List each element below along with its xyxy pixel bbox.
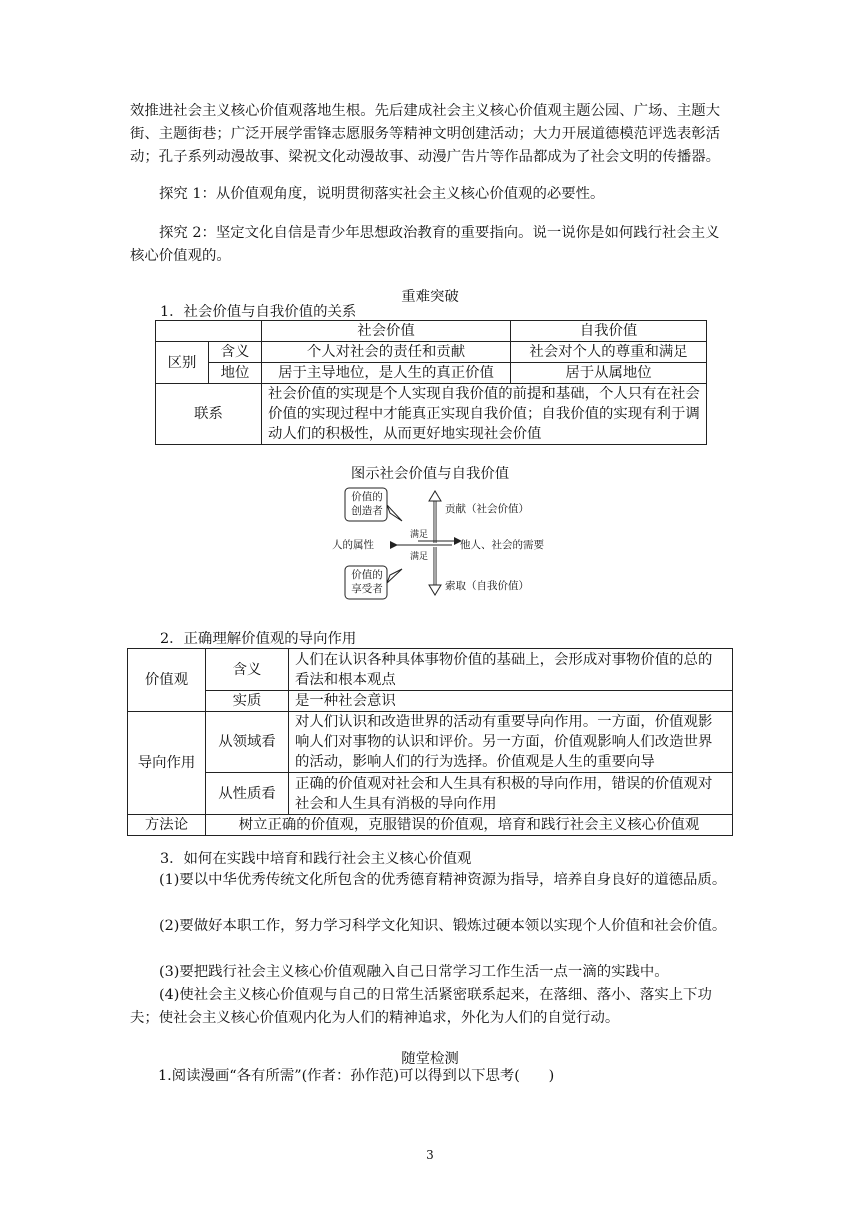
claim-label: 索取（自我价值）	[445, 580, 529, 592]
diff-label: 区别	[156, 342, 209, 384]
guide-label: 导向作用	[128, 712, 206, 815]
value-guide-table	[127, 648, 733, 836]
inquiry-2: 探究 2：坚定文化自信是青少年思想政治教育的重要指向。说一说你是如何践行社会主义核心价值观的。	[130, 225, 720, 264]
position-social: 居于主导地位，是人生的真正价值	[262, 363, 511, 384]
field-text: 对人们认识和改造世界的活动有重要导向作用。一方面，价值观影响人们对事物的认识和评价。另一方面，价值观影响人们改造世界的活动，影响人们的行为选择。价值观是人生的重要向导	[289, 712, 733, 773]
intro-paragraph: 效推进社会主义核心价值观落地生根。先后建成社会主义核心价值观主题公园、广场、主题大街、主题街巷；广泛开展学雷锋志愿服务等精神文明创建活动；大力开展道德模范评选表彰活动；孔子系列动漫故事、梁祝文化动漫故事、动漫广告片等作品都成为了社会文明的传播器。	[130, 103, 721, 165]
quiz-question-1: 1.阅读漫画“各有所需”(作者：孙作范)可以得到以下思考( )	[158, 1068, 555, 1084]
enjoyer-label: 价值的享受者	[351, 569, 383, 595]
nature-text: 正确的价值观对社会和人生具有积极的导向作用，错误的价值观对社会和人生具有消极的导向作用	[289, 773, 733, 815]
position-self: 居于从属地位	[511, 363, 707, 384]
link-text: 社会价值的实现是个人实现自我价值的前提和基础，个人只有在社会价值的实现过程中才能真正实现自我价值；自我价值的实现有利于调动人们的积极性，从而更好地实现社会价值	[262, 384, 707, 445]
cultivate-point-2: (2)要做好本职工作，努力学习科学文化知识、锻炼过硬本领以实现个人价值和社会价值。	[159, 918, 727, 934]
header-self-value: 自我价值	[511, 321, 707, 342]
empty-header-cell	[156, 321, 262, 342]
satisfy-bottom-label: 满足	[410, 552, 429, 562]
cultivate-point-1: (1)要以中华优秀传统文化所包含的优秀德育精神资源为指导，培养自身良好的道德品质。	[159, 872, 727, 888]
cultivate-point-4: (4)使社会主义核心价值观与自己的日常生活紧密联系起来，在落细、落小、落实上下功夫；使社会主义核心价值观内化为人们的精神追求，外化为人们的自觉行动。	[130, 987, 712, 1026]
heading-cultivate: 3．如何在实践中培育和践行社会主义核心价值观	[160, 851, 472, 867]
meaning-text: 人们在认识各种具体事物价值的基础上，会形成对事物价值的总的看法和根本观点	[289, 649, 733, 691]
section-title-key-points: 重难突破	[401, 289, 459, 305]
inquiry-1: 探究 1：从价值观角度，说明贯彻落实社会主义核心价值观的必要性。	[159, 186, 605, 202]
method-text: 树立正确的价值观，克服错误的价值观，培育和践行社会主义核心价值观	[206, 815, 733, 836]
meaning-label: 含义	[209, 342, 262, 363]
values-label: 价值观	[128, 649, 206, 712]
meaning-label-2: 含义	[206, 649, 289, 691]
method-label: 方法论	[128, 815, 206, 836]
human-attr-label: 人的属性	[332, 539, 374, 551]
others-need-label: 他人、社会的需要	[460, 539, 544, 551]
essence-label: 实质	[206, 691, 289, 712]
meaning-social: 个人对社会的责任和贡献	[262, 342, 511, 363]
nature-label: 从性质看	[206, 773, 289, 815]
position-label: 地位	[209, 363, 262, 384]
creator-label: 价值的创造者	[351, 491, 383, 517]
heading-value-guide: 2．正确理解价值观的导向作用	[160, 631, 357, 647]
social-self-value-table	[155, 320, 707, 445]
field-label: 从领域看	[206, 712, 289, 773]
heading-social-self-value: 1．社会价值与自我价值的关系	[160, 304, 357, 320]
diagram-caption: 图示社会价值与自我价值	[350, 466, 510, 482]
value-diagram	[330, 483, 560, 608]
essence-text: 是一种社会意识	[289, 691, 733, 712]
header-social-value: 社会价值	[262, 321, 511, 342]
contribute-label: 贡献（社会价值）	[445, 503, 529, 515]
section-title-quiz: 随堂检测	[401, 1051, 459, 1067]
satisfy-top-label: 满足	[410, 530, 429, 540]
cultivate-point-3: (3)要把践行社会主义核心价值观融入自己日常学习工作生活一点一滴的实践中。	[159, 964, 669, 980]
link-label: 联系	[156, 384, 262, 445]
page-number: 3	[426, 1148, 434, 1162]
meaning-self: 社会对个人的尊重和满足	[511, 342, 707, 363]
